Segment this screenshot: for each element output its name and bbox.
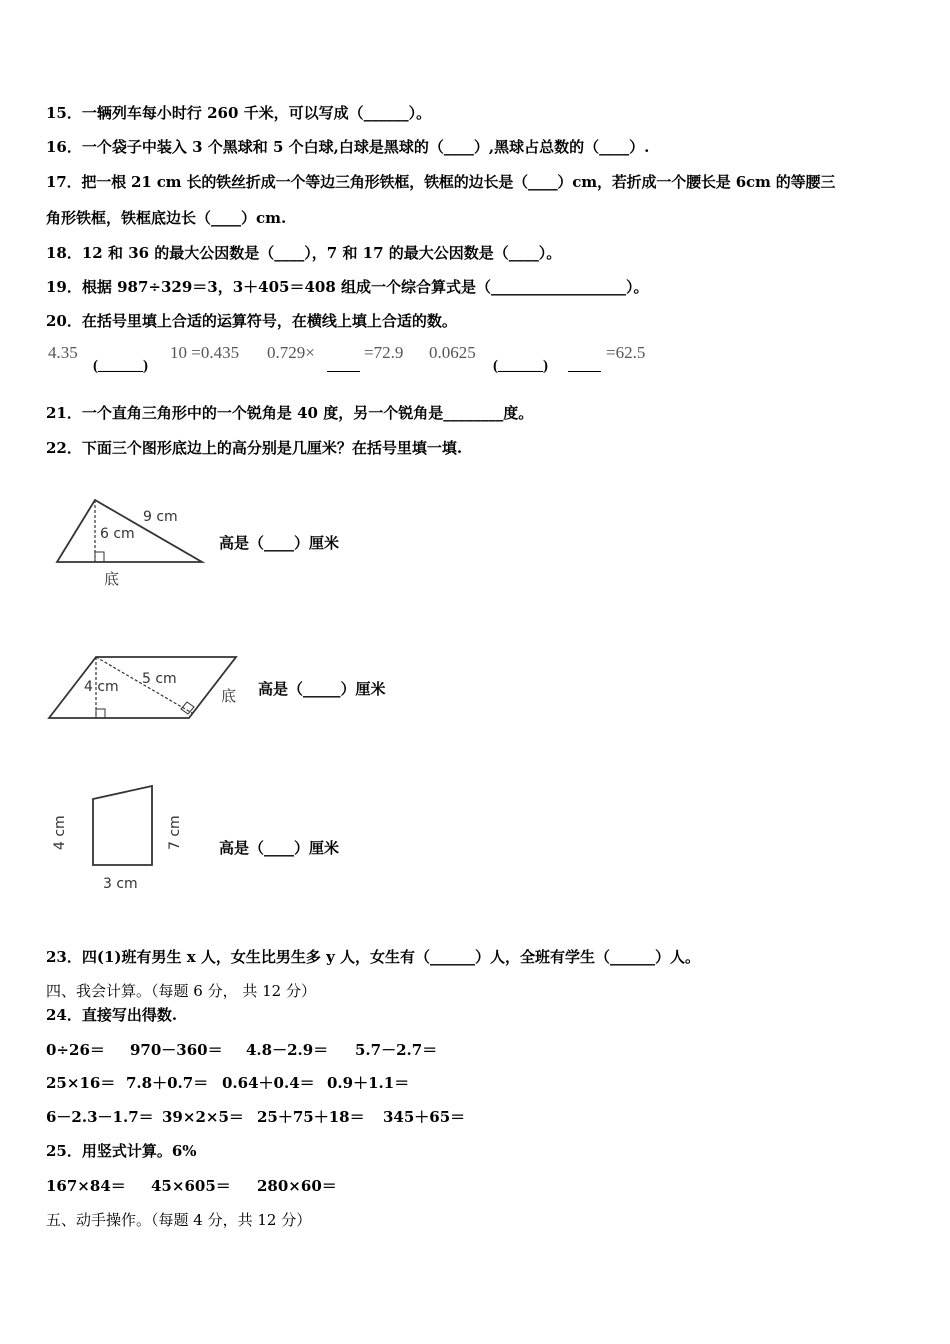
calc-row-3 bbox=[46, 1107, 465, 1127]
trapezoid-left-label: 4 cm bbox=[52, 815, 68, 850]
question-17-line2: 角形铁框，铁框底边长（____）cm. bbox=[46, 209, 287, 227]
question-19: 19．根据 987÷329＝3，3＋405＝408 组成一个综合算式是（__________________）。 bbox=[46, 278, 649, 296]
question-24: 24．直接写出得数. bbox=[46, 1006, 178, 1024]
q20-blank-1[interactable] bbox=[327, 371, 360, 372]
calc-item: 970－360＝ bbox=[130, 1041, 223, 1059]
calc-item: 5.7－2.7＝ bbox=[355, 1041, 438, 1059]
question-18: 18．12 和 36 的最大公因数是（____），7 和 17 的最大公因数是（____）。 bbox=[46, 244, 562, 262]
q20-value-c: 0.729× bbox=[267, 343, 315, 362]
parallelogram-figure bbox=[44, 650, 244, 726]
triangle-figure bbox=[50, 492, 210, 592]
calc-item: 0÷26＝ bbox=[46, 1041, 105, 1059]
calc-item: 25×16＝ bbox=[46, 1074, 116, 1092]
triangle-base-label: 底 bbox=[104, 570, 120, 588]
question-17-line1: 17．把一根 21 cm 长的铁丝折成一个等边三角形铁框，铁框的边长是（____）cm，若折成一个腰长是 6cm 的等腰三 bbox=[46, 173, 836, 191]
parallelogram-base-label: 底 bbox=[221, 687, 237, 705]
question-22: 22．下面三个图形底边上的高分别是几厘米？在括号里填一填. bbox=[46, 439, 463, 457]
q20-value-b: 10 =0.435 bbox=[170, 343, 240, 362]
triangle-side-label: 9 cm bbox=[143, 509, 178, 525]
trapezoid-figure bbox=[44, 780, 194, 898]
calc-item: 0.64＋0.4＝ bbox=[222, 1074, 315, 1092]
parallelogram-shape bbox=[49, 657, 236, 718]
question-23: 23．四(1)班有男生 x 人，女生比男生多 y 人，女生有（______）人，全班有学生（______）人。 bbox=[46, 948, 701, 966]
parallelogram-diag-label: 5 cm bbox=[142, 671, 177, 687]
q20-paren-2[interactable]: (______) bbox=[493, 358, 548, 374]
parallelogram-answer: 高是（_____）厘米 bbox=[258, 680, 386, 698]
calc-row-1 bbox=[46, 1040, 437, 1060]
calc-item: 4.8－2.9＝ bbox=[246, 1041, 329, 1059]
calc-item: 45×605＝ bbox=[151, 1177, 231, 1195]
question-25: 25．用竖式计算。6% bbox=[46, 1142, 197, 1160]
right-angle-mark bbox=[96, 709, 105, 718]
q20-value-e: 0.0625 bbox=[429, 343, 476, 362]
calc-item: 0.9＋1.1＝ bbox=[327, 1074, 410, 1092]
calc-item: 167×84＝ bbox=[46, 1177, 126, 1195]
calc-item: 6－2.3－1.7＝ bbox=[46, 1108, 154, 1126]
parallelogram-height-label: 4 cm bbox=[84, 679, 119, 695]
calc-row-2 bbox=[46, 1073, 409, 1093]
q20-value-a: 4.35 bbox=[48, 343, 78, 362]
trapezoid-right-label: 7 cm bbox=[167, 815, 183, 850]
question-15: 15．一辆列车每小时行 260 千米，可以写成（______）。 bbox=[46, 104, 432, 122]
q20-value-f: =62.5 bbox=[606, 343, 646, 362]
trapezoid-bottom-label: 3 cm bbox=[103, 876, 138, 892]
calc-item: 280×60＝ bbox=[257, 1177, 337, 1195]
calc-row-4 bbox=[46, 1176, 337, 1196]
question-16: 16．一个袋子中装入 3 个黑球和 5 个白球,白球是黑球的（____）,黑球占总数的（____）. bbox=[46, 138, 650, 156]
q20-paren-1[interactable]: (______) bbox=[93, 358, 148, 374]
calc-item: 39×2×5＝ bbox=[162, 1108, 244, 1126]
calc-item: 345＋65＝ bbox=[383, 1108, 466, 1126]
triangle-height-label: 6 cm bbox=[100, 526, 135, 542]
trapezoid-answer: 高是（____）厘米 bbox=[219, 839, 340, 857]
q20-value-d: =72.9 bbox=[364, 343, 404, 362]
triangle-answer: 高是（____）厘米 bbox=[219, 534, 340, 552]
right-angle-mark bbox=[95, 552, 104, 562]
calc-item: 25＋75＋18＝ bbox=[257, 1108, 365, 1126]
section-4-title: 四、我会计算。（每题 6 分， 共 12 分） bbox=[46, 982, 316, 1000]
question-21: 21．一个直角三角形中的一个锐角是 40 度，另一个锐角是________度。 bbox=[46, 404, 534, 422]
calc-item: 7.8＋0.7＝ bbox=[126, 1074, 209, 1092]
trapezoid-shape bbox=[93, 786, 152, 865]
question-20: 20．在括号里填上合适的运算符号，在横线上填上合适的数。 bbox=[46, 312, 457, 330]
q20-blank-2[interactable] bbox=[568, 371, 601, 372]
section-5-title: 五、动手操作。（每题 4 分，共 12 分） bbox=[46, 1211, 312, 1229]
